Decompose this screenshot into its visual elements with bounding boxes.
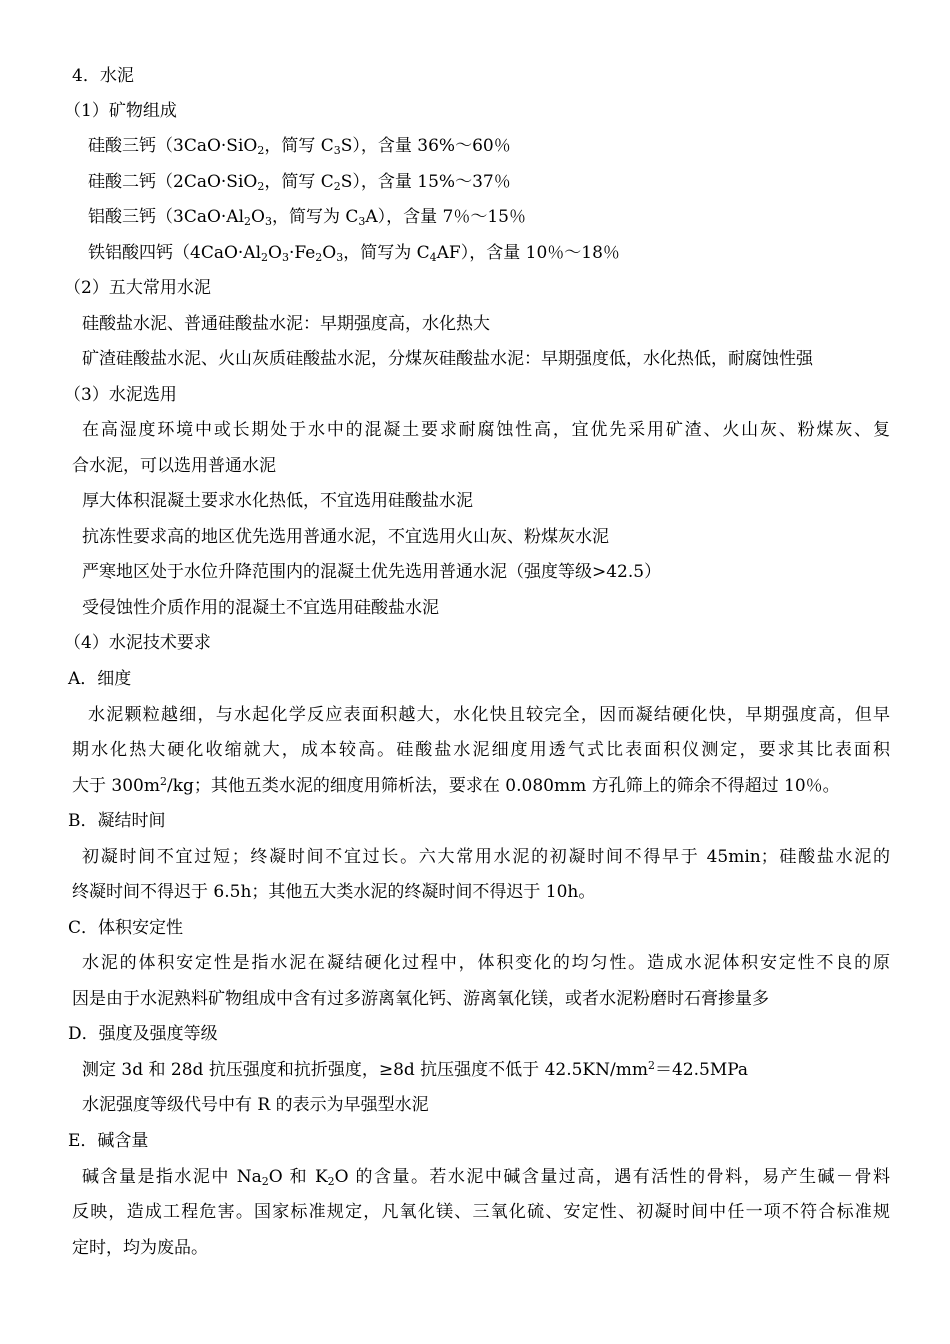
paragraph-line: 厚大体积混凝土要求水化热低，不宜选用硅酸盐水泥 [82,491,473,511]
paragraph-line: 水泥强度等级代号中有 R 的表示为早强型水泥 [82,1095,429,1115]
section-heading: 4．水泥 [72,66,134,86]
mineral-c2s-line: 硅酸二钙（2CaO·SiO$_2$，简写 $C_2S$），含量 15%～37％ [88,172,511,193]
paragraph-line: 在高湿度环境中或长期处于水中的混凝土要求耐腐蚀性高，宜优先采用矿渣、火山灰、粉煤灰、复 [82,420,890,440]
paragraph-line: 因是由于水泥熟料矿物组成中含有过多游离氧化钙、游离氧化镁，或者水泥粉磨时石膏掺量多 [72,989,769,1009]
item-title-setting-time: B．凝结时间 [68,811,166,831]
item-title-soundness: C．体积安定性 [68,918,184,938]
paragraph-line: 抗冻性要求高的地区优先选用普通水泥，不宜选用火山灰、粉煤灰水泥 [82,527,609,547]
subsection-title-technical-requirements: （4）水泥技术要求 [64,633,211,653]
paragraph-line: 合水泥，可以选用普通水泥 [72,456,276,476]
paragraph-line: 反映，造成工程危害。国家标准规定，凡氧化镁、三氧化硫、安定性、初凝时间中任一项不符合标准规 [72,1202,890,1222]
paragraph-line: 水泥的体积安定性是指水泥在凝结硬化过程中，体积变化的均匀性。造成水泥体积安定性不良的原 [82,953,890,973]
paragraph-line: 水泥颗粒越细，与水起化学反应表面积越大，水化快且较完全，因而凝结硬化快，早期强度高，但早 [88,705,890,725]
item-title-strength: D．强度及强度等级 [68,1024,218,1044]
paragraph-line: 大于 $300m^2/kg$；其他五类水泥的细度用筛析法，要求在 0.080mm 方孔筛上的筛余不得超过 10％。 [72,775,840,796]
paragraph-line: 期水化热大硬化收缩就大，成本较高。硅酸盐水泥细度用透气式比表面积仪测定，要求其比表面积 [72,740,890,760]
paragraph-line: 矿渣硅酸盐水泥、火山灰质硅酸盐水泥，分煤灰硅酸盐水泥：早期强度低，水化热低，耐腐蚀性强 [82,349,813,369]
subsection-title-five-cements: （2）五大常用水泥 [64,278,211,298]
paragraph-line: 碱含量是指水泥中 $Na_2O$ 和 $K_2O$ 的含量。若水泥中碱含量过高，遇有活性的骨料，易产生碱－骨料 [82,1167,891,1188]
item-title-alkali-content: E．碱含量 [68,1131,149,1151]
paragraph-line: 测定 3d 和 28d 抗压强度和抗折强度，≥8d 抗压强度不低于 $42.5KN/mm^2=42.5MPa$ [82,1059,749,1080]
item-title-fineness: A．细度 [68,669,132,689]
paragraph-line: 初凝时间不宜过短；终凝时间不宜过长。六大常用水泥的初凝时间不得早于 45min；硅酸盐水泥的 [82,847,890,867]
subsection-title-cement-selection: （3）水泥选用 [64,385,177,405]
mineral-c3s-line: 硅酸三钙（3CaO·SiO$_2$，简写 $C_3S$），含量 36%～60％ [88,136,511,157]
mineral-c3a-line: 铝酸三钙（$3CaO\cdot Al_2O_3$，简写为 $C_3A$），含量 7％～15％ [88,207,527,228]
paragraph-line: 受侵蚀性介质作用的混凝土不宜选用硅酸盐水泥 [82,598,439,618]
paragraph-line: 严寒地区处于水位升降范围内的混凝土优先选用普通水泥（强度等级>42.5） [82,562,662,582]
mineral-c4af-line: 铁铝酸四钙（$4CaO\cdot Al_2O_3\cdot Fe_2O_3$，简写为 $C_4AF$），含量 10％～18％ [88,243,620,264]
paragraph-line: 定时，均为废品。 [72,1238,208,1258]
subsection-title-mineral-composition: （1）矿物组成 [64,101,177,121]
paragraph-line: 硅酸盐水泥、普通硅酸盐水泥：早期强度高，水化热大 [82,314,490,334]
paragraph-line: 终凝时间不得迟于 6.5h；其他五大类水泥的终凝时间不得迟于 10h。 [72,882,596,902]
